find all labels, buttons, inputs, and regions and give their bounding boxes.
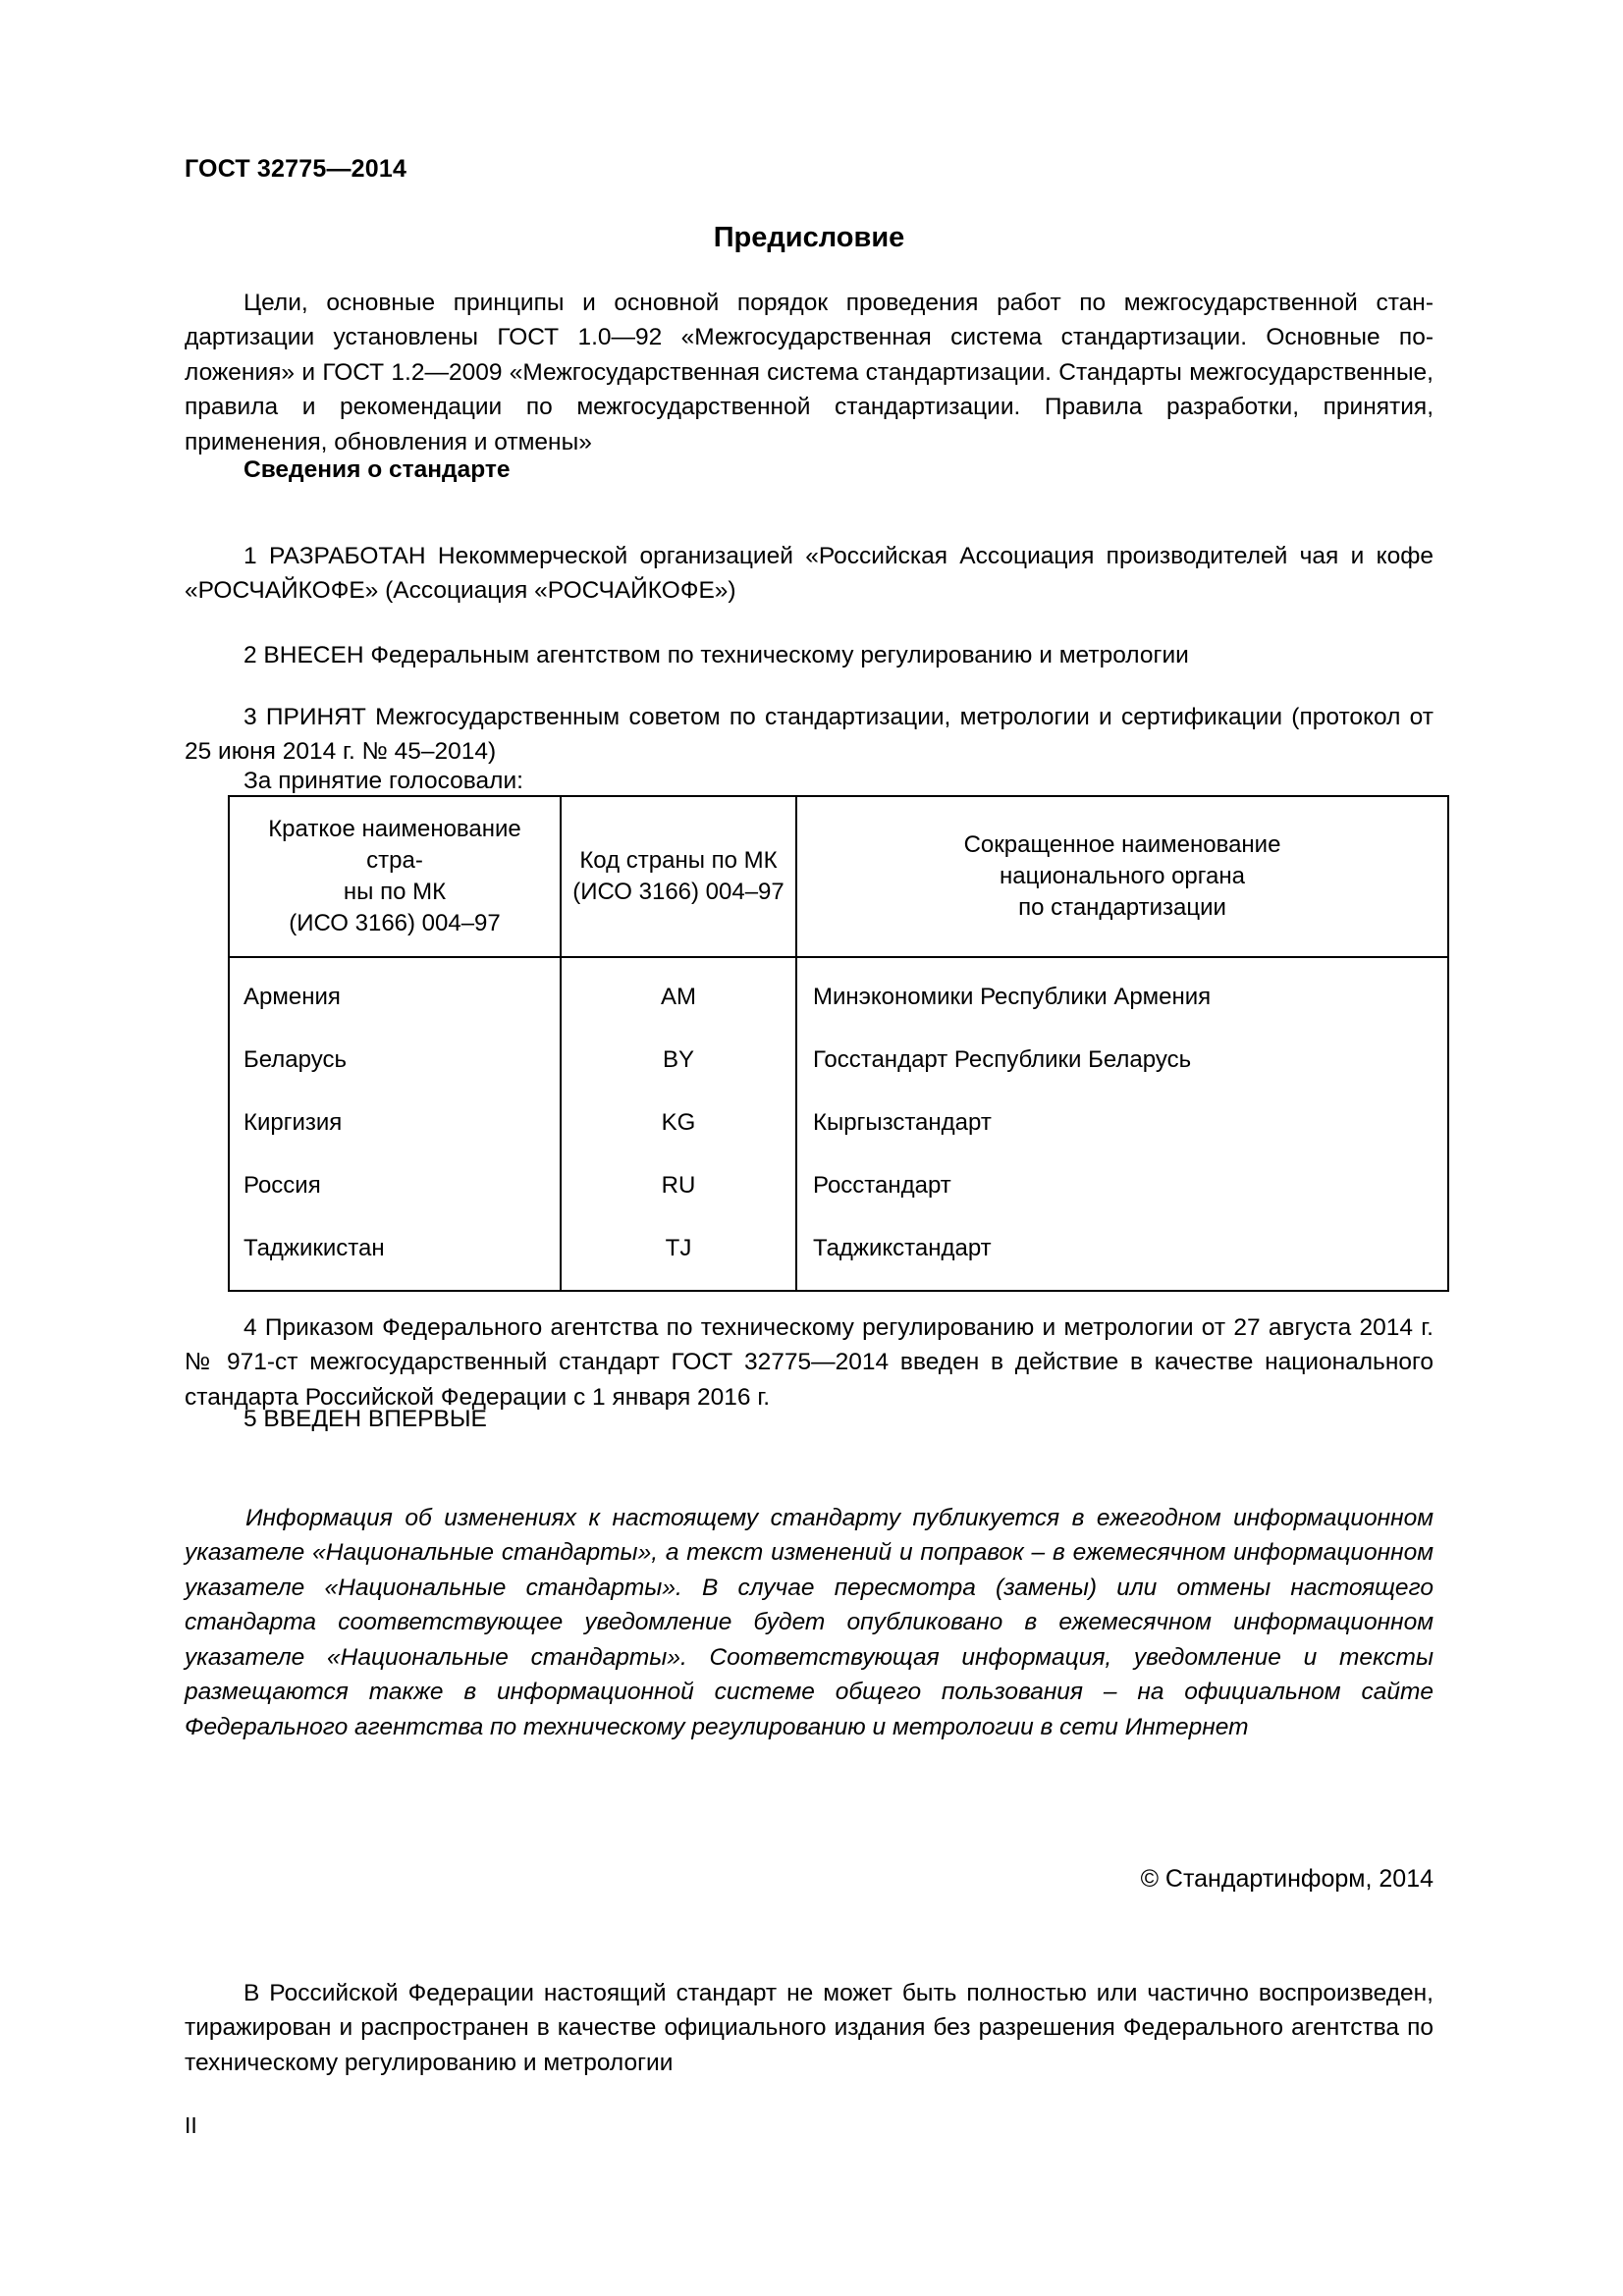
cell-national-body: Минэкономики Республики Армения bbox=[796, 957, 1448, 1029]
cell-country-name: Таджикистан bbox=[229, 1217, 561, 1291]
header-line: национального органа bbox=[1000, 863, 1245, 889]
table-row bbox=[229, 1092, 1448, 1154]
table-row bbox=[229, 1154, 1448, 1217]
vote-table-caption: За принятие голосовали: bbox=[243, 768, 523, 794]
page-number: II bbox=[185, 2112, 197, 2138]
table-row bbox=[229, 1217, 1448, 1291]
header-line: ны по МК bbox=[343, 879, 447, 905]
cell-national-body: Госстандарт Республики Беларусь bbox=[796, 1029, 1448, 1092]
amendment-notice-paragraph: Информация об изменениях к настоящему стандарту публикуется в ежегодном информационном указателе «Национальные стандарты», а текст изменений и поправок – в ежемесячном информационном указателе «Национальные стандарты». В случае пересмотра (замены) или отмены настоящего стандарта соответствующее уведомление будет опубликовано в ежемесячном информационном указателе «Национальные стандарты». Соответствующая информация, уведомление и тексты размещаются также в информационной системе общего пользования – на официальном сайте Федерального агентства по техническому регулированию и метрологии в сети Интернет bbox=[185, 1504, 1434, 1740]
column-header-country-name bbox=[229, 796, 561, 957]
cell-country-name: Россия bbox=[229, 1154, 561, 1217]
cell-country-code: RU bbox=[561, 1154, 796, 1217]
table-header-row bbox=[229, 796, 1448, 957]
header-line: Краткое наименование стра- bbox=[268, 816, 521, 874]
intro-paragraph: Цели, основные принципы и основной порядок проведения работ по межгосударственной стандартизации установлены ГОСТ 1.0—92 «Межгосударственная система стандартизации. Основные положения» и ГОСТ 1.2—2009 «Межгосударственная система стандартизации. Стандарты межгосударственные, правила и рекомендации по межгосударственной стандартизации. Правила разработки, принятия, применения, обновления и отмены» bbox=[185, 289, 1434, 455]
header-line: Код страны по МК bbox=[579, 847, 778, 874]
cell-country-name: Киргизия bbox=[229, 1092, 561, 1154]
header-line: Сокращенное наименование bbox=[963, 831, 1281, 858]
header-line: по стандартизации bbox=[1018, 894, 1226, 921]
cell-country-name: Беларусь bbox=[229, 1029, 561, 1092]
vote-table-body bbox=[229, 957, 1448, 1291]
column-header-national-body bbox=[796, 796, 1448, 957]
clause-2-submitted-by: 2 ВНЕСЕН Федеральным агентством по техническому регулированию и метрологии bbox=[243, 641, 1189, 668]
header-line: (ИСО 3166) 004–97 bbox=[572, 879, 784, 905]
header-line: (ИСО 3166) 004–97 bbox=[289, 910, 501, 936]
copyright-notice: © Стандартинформ, 2014 bbox=[1140, 1865, 1434, 1893]
column-header-country-code bbox=[561, 796, 796, 957]
clause-5-introduced-first-time: 5 ВВЕДЕН ВПЕРВЫЕ bbox=[243, 1406, 487, 1432]
cell-country-code: TJ bbox=[561, 1217, 796, 1291]
reproduction-restriction-paragraph: В Российской Федерации настоящий стандарт не может быть полностью или частично воспроизведен, тиражирован и распространен в качестве официального издания без разрешения Федерального агентства по техническому регулированию и метрологии bbox=[185, 1979, 1434, 2076]
clause-1-developed-by: 1 РАЗРАБОТАН Некоммерческой организацией «Российская Ассоциация производителей чая и кофе «РОСЧАЙКОФЕ» (Ассоциация «РОСЧАЙКОФЕ») bbox=[185, 542, 1434, 604]
cell-country-code: KG bbox=[561, 1092, 796, 1154]
cell-national-body: Росстандарт bbox=[796, 1154, 1448, 1217]
table-row bbox=[229, 1029, 1448, 1092]
section-subheading: Сведения о стандарте bbox=[243, 456, 511, 483]
page-title: Предисловие bbox=[713, 222, 905, 254]
cell-national-body: Таджикстандарт bbox=[796, 1217, 1448, 1291]
table-row bbox=[229, 957, 1448, 1029]
cell-country-name: Армения bbox=[229, 957, 561, 1029]
cell-country-code: AM bbox=[561, 957, 796, 1029]
cell-country-code: BY bbox=[561, 1029, 796, 1092]
vote-table bbox=[228, 795, 1449, 1292]
clause-4-order-of-enactment: 4 Приказом Федерального агентства по техническому регулированию и метрологии от 27 августа 2014 г. № 971-ст межгосударственный стандарт ГОСТ 32775—2014 введен в действие в качестве национального стандарта Российской Федерации с 1 января 2016 г. bbox=[185, 1313, 1434, 1411]
vote-table-container bbox=[228, 795, 1447, 1292]
vote-table-header bbox=[229, 796, 1448, 957]
clause-3-adopted-by: 3 ПРИНЯТ Межгосударственным советом по стандартизации, метрологии и сертификации (протокол от 25 июня 2014 г. № 45–2014) bbox=[185, 703, 1434, 765]
cell-national-body: Кыргызстандарт bbox=[796, 1092, 1448, 1154]
document-header-standard-number: ГОСТ 32775—2014 bbox=[185, 155, 407, 183]
